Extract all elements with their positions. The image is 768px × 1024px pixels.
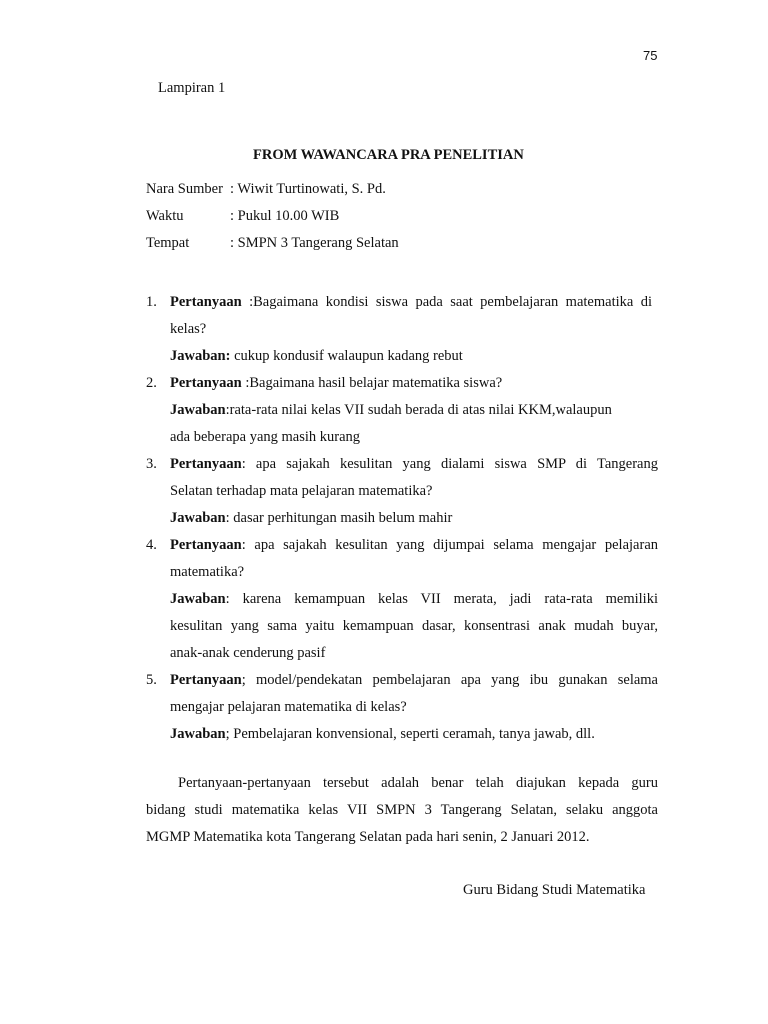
question-text: Bagaimana kondisi siswa pada saat pembelajaran matematika di [253, 294, 652, 310]
answer-text: Pembelajaran konvensional, seperti ceramah, tanya jawab, dll. [229, 726, 595, 742]
question-sep: : [241, 375, 250, 391]
answer-sep: : [225, 402, 230, 418]
question-label: Pertanyaan [170, 456, 242, 472]
question-text: apa sajakah kesulitan yang dialami siswa SMP di Tangerang [245, 456, 658, 472]
question-line [170, 454, 658, 474]
answer-line [170, 346, 463, 366]
answer-line [170, 400, 612, 420]
info-value: : Pukul 10.00 WIB [230, 208, 340, 224]
question-text: model/pendekatan pembelajaran apa yang ibu gunakan selama [245, 672, 658, 688]
closing-line: bidang studi matematika kelas VII SMPN 3 Tangerang Selatan, selaku anggota [146, 802, 658, 818]
item-number: 2. [146, 375, 157, 391]
item-number: 5. [146, 672, 157, 688]
answer-line: kesulitan yang sama yaitu kemampuan dasar, konsentrasi anak mudah buyar, [170, 618, 658, 634]
answer-label: Jawaban [170, 402, 226, 418]
question-line [170, 535, 658, 555]
item-number: 3. [146, 456, 157, 472]
info-label: Nara Sumber [146, 181, 223, 197]
closing-line: MGMP Matematika kota Tangerang Selatan pada hari senin, 2 Januari 2012. [146, 829, 590, 845]
info-label: Tempat [146, 235, 190, 251]
answer-label: Jawaban [170, 591, 226, 607]
question-label: Pertanyaan [170, 537, 242, 553]
answer-label: Jawaban [170, 726, 226, 742]
info-row-time [146, 206, 339, 226]
question-label: Pertanyaan [170, 294, 242, 310]
info-row-source [146, 179, 386, 199]
answer-line [170, 508, 452, 528]
answer-label: Jawaban [170, 348, 226, 364]
question-sep: : [241, 456, 246, 472]
question-text: Bagaimana hasil belajar matematika siswa? [249, 375, 503, 391]
answer-sep: ; [225, 726, 230, 742]
info-value: : SMPN 3 Tangerang Selatan [230, 235, 399, 251]
question-sep: ; [241, 672, 246, 688]
answer-text: karena kemampuan kelas VII merata, jadi rata-rata memiliki [229, 591, 658, 607]
answer-label: Jawaban [170, 510, 226, 526]
question-line [170, 292, 652, 312]
answer-line: anak-anak cenderung pasif [170, 645, 326, 661]
answer-sep: : [225, 591, 230, 607]
question-label: Pertanyaan [170, 672, 242, 688]
answer-line [170, 724, 595, 744]
closing-line: Pertanyaan-pertanyaan tersebut adalah benar telah diajukan kepada guru [178, 775, 658, 791]
answer-line [170, 589, 658, 609]
question-sep: : [241, 537, 246, 553]
answer-text: dasar perhitungan masih belum mahir [229, 510, 453, 526]
question-line: mengajar pelajaran matematika di kelas? [170, 699, 407, 715]
question-line: matematika? [170, 564, 245, 580]
question-line [170, 373, 502, 393]
answer-text: cukup kondusif walaupun kadang rebut [230, 348, 463, 364]
item-number: 1. [146, 294, 157, 310]
info-value: : Wiwit Turtinowati, S. Pd. [230, 181, 386, 197]
page-number: 75 [643, 48, 658, 63]
question-line [170, 670, 658, 690]
answer-line: ada beberapa yang masih kurang [170, 429, 361, 445]
answer-sep: : [225, 348, 231, 364]
info-row-place [146, 233, 399, 253]
item-number: 4. [146, 537, 157, 553]
answer-text: rata-rata nilai kelas VII sudah berada di atas nilai KKM,walaupun [229, 402, 612, 418]
question-line: kelas? [170, 321, 207, 337]
info-label: Waktu [146, 208, 184, 224]
question-line: Selatan terhadap mata pelajaran matematika? [170, 483, 433, 499]
question-label: Pertanyaan [170, 375, 242, 391]
question-sep: : [241, 294, 254, 310]
page-title: FROM WAWANCARA PRA PENELITIAN [253, 147, 524, 163]
appendix-label: Lampiran 1 [158, 80, 226, 96]
question-text: apa sajakah kesulitan yang dijumpai selama mengajar pelajaran [245, 537, 658, 553]
answer-sep: : [225, 510, 230, 526]
signature-title: Guru Bidang Studi Matematika [463, 882, 646, 898]
